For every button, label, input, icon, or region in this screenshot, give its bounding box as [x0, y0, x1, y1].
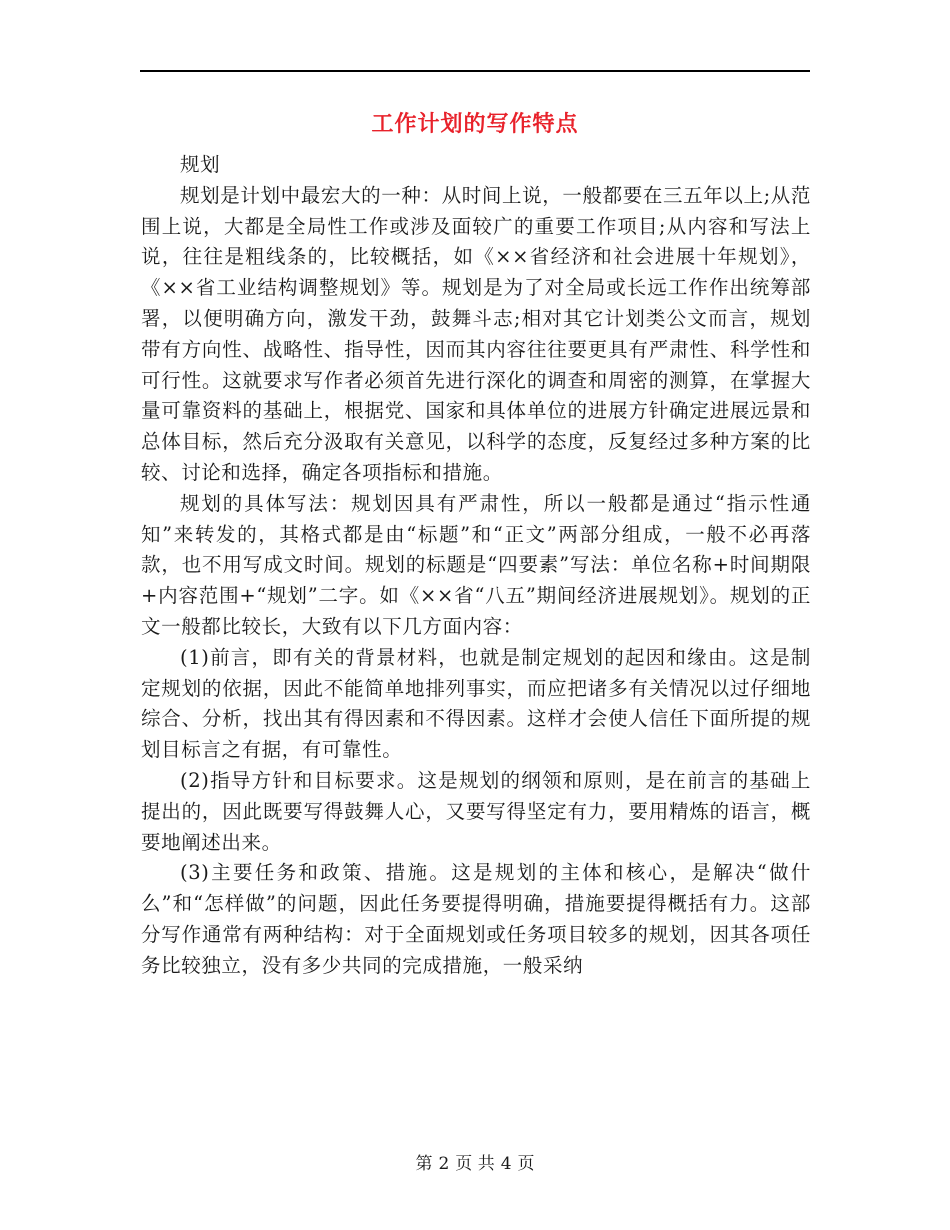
page-number: 2 [438, 1154, 450, 1174]
header-rule [140, 70, 810, 72]
paragraph: 规划是计划中最宏大的一种：从时间上说，一般都要在三五年以上;从范围上说，大都是全局性工作或涉及面较广的重要工作项目;从内容和写法上说，往往是粗线条的，比较概括，如《××省经济和社会进展十年规划》，《××省工业结构调整规划》等。规划是为了对全局或长远工作作出统筹部署，以便明确方向，激发干劲，鼓舞斗志;相对其它计划类公文而言，规划带有方向性、战略性、指导性，因而其内容往往要更具有严肃性、科学性和可行性。这就要求写作者必须首先进行深化的调查和周密的测算，在掌握大量可靠资料的基础上，根据党、国家和具体单位的进展方针确定进展远景和总体目标，然后充分汲取有关意见，以科学的态度，反复经过多种方案的比较、讨论和选择，确定各项指标和措施。 [141, 183, 811, 484]
footer-prefix: 第 [415, 1154, 433, 1174]
section-heading: 规划 [180, 153, 221, 176]
page-footer [0, 1152, 950, 1176]
paragraph: (2)指导方针和目标要求。这是规划的纲领和原则，是在前言的基础上提出的，因此既要写得鼓舞人心，又要写得坚定有力，要用精炼的语言，概要地阐述出来。 [141, 768, 811, 854]
document-title: 工作计划的写作特点 [371, 111, 579, 137]
page-total: 4 [500, 1154, 512, 1174]
footer-middle: 页 共 [455, 1154, 495, 1174]
document-body [141, 150, 811, 982]
paragraph: 规划的具体写法：规划因具有严肃性，所以一般都是通过“指示性通知”来转发的，其格式都是由“标题”和“正文”两部分组成，一般不必再落款，也不用写成文时间。规划的标题是“四要素”写法：单位名称+时间期限+内容范围+“规划”二字。如《××省“八五”期间经济进展规划》。规划的正文一般都比较长，大致有以下几方面内容： [141, 491, 811, 638]
footer-suffix: 页 [517, 1154, 535, 1174]
paragraph: (3)主要任务和政策、措施。这是规划的主体和核心，是解决“做什么”和“怎样做”的问题，因此任务要提得明确，措施要提得概括有力。这部分写作通常有两种结构：对于全面规划或任务项目较多的规划，因其各项任务比较独立，没有多少共同的完成措施，一般采纳 [141, 861, 811, 977]
paragraph: (1)前言，即有关的背景材料，也就是制定规划的起因和缘由。这是制定规划的依据，因此不能简单地排列事实，而应把诸多有关情况以过仔细地综合、分析，找出其有得因素和不得因素。这样才会使人信任下面所提的规划目标言之有据，有可靠性。 [141, 645, 811, 762]
